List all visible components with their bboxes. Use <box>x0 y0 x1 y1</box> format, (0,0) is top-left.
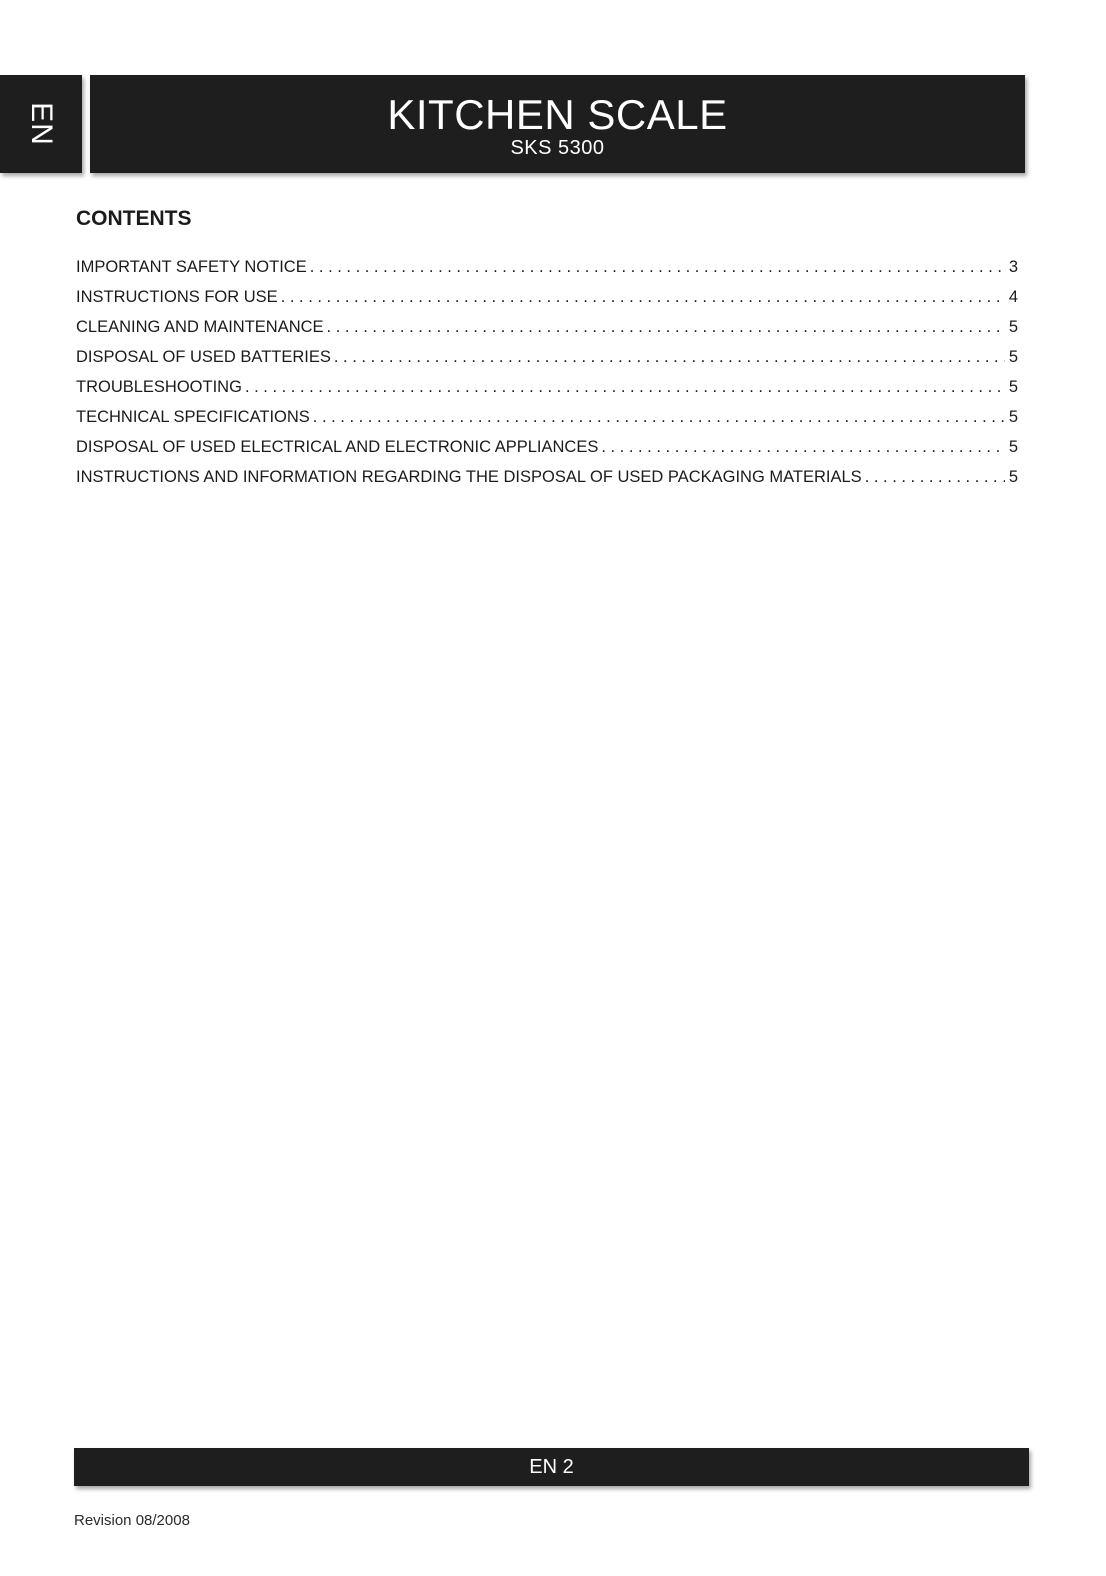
language-tab-label: EN <box>25 102 58 146</box>
contents-heading: CONTENTS <box>76 207 192 230</box>
toc-entry-title: INSTRUCTIONS FOR USE <box>76 288 278 306</box>
toc-page-number: 5 <box>1008 318 1018 336</box>
toc-entry[interactable] <box>76 312 1018 342</box>
toc-entry[interactable] <box>76 432 1018 462</box>
language-tab <box>0 75 82 173</box>
toc-page-number: 4 <box>1008 288 1018 306</box>
toc-dot-leader <box>327 312 1005 342</box>
toc-entry[interactable] <box>76 342 1018 372</box>
toc-page-number: 5 <box>1008 408 1018 426</box>
toc-page-number: 5 <box>1008 438 1018 456</box>
model-number: SKS 5300 <box>510 137 605 159</box>
toc-page-number: 5 <box>1008 378 1018 396</box>
toc-entry-title: TROUBLESHOOTING <box>76 378 242 396</box>
toc-dot-leader <box>281 282 1005 312</box>
toc-entry-title: DISPOSAL OF USED ELECTRICAL AND ELECTRONIC APPLIANCES <box>76 438 599 456</box>
toc-entry[interactable] <box>76 252 1018 282</box>
toc-entry-title: CLEANING AND MAINTENANCE <box>76 318 324 336</box>
toc-dot-leader <box>334 342 1005 372</box>
toc-page-number: 5 <box>1008 468 1018 486</box>
table-of-contents <box>76 252 1018 492</box>
document-title: KITCHEN SCALE <box>387 91 728 138</box>
toc-dot-leader <box>310 252 1005 282</box>
toc-entry[interactable] <box>76 372 1018 402</box>
toc-entry-title: INSTRUCTIONS AND INFORMATION REGARDING THE DISPOSAL OF USED PACKAGING MATERIALS <box>76 468 862 486</box>
toc-entry-title: TECHNICAL SPECIFICATIONS <box>76 408 310 426</box>
toc-dot-leader <box>601 432 1004 462</box>
revision-note: Revision 08/2008 <box>74 1512 190 1529</box>
header-banner <box>90 75 1025 173</box>
toc-dot-leader <box>313 402 1005 432</box>
toc-entry[interactable] <box>76 402 1018 432</box>
toc-entry-title: DISPOSAL OF USED BATTERIES <box>76 348 331 366</box>
toc-dot-leader <box>245 372 1005 402</box>
footer-banner <box>74 1448 1029 1486</box>
page-number-label: EN 2 <box>529 1456 574 1478</box>
toc-entry[interactable] <box>76 462 1018 492</box>
toc-page-number: 3 <box>1008 258 1018 276</box>
toc-page-number: 5 <box>1008 348 1018 366</box>
toc-dot-leader <box>865 462 1005 492</box>
toc-entry-title: IMPORTANT SAFETY NOTICE <box>76 258 307 276</box>
toc-entry[interactable] <box>76 282 1018 312</box>
